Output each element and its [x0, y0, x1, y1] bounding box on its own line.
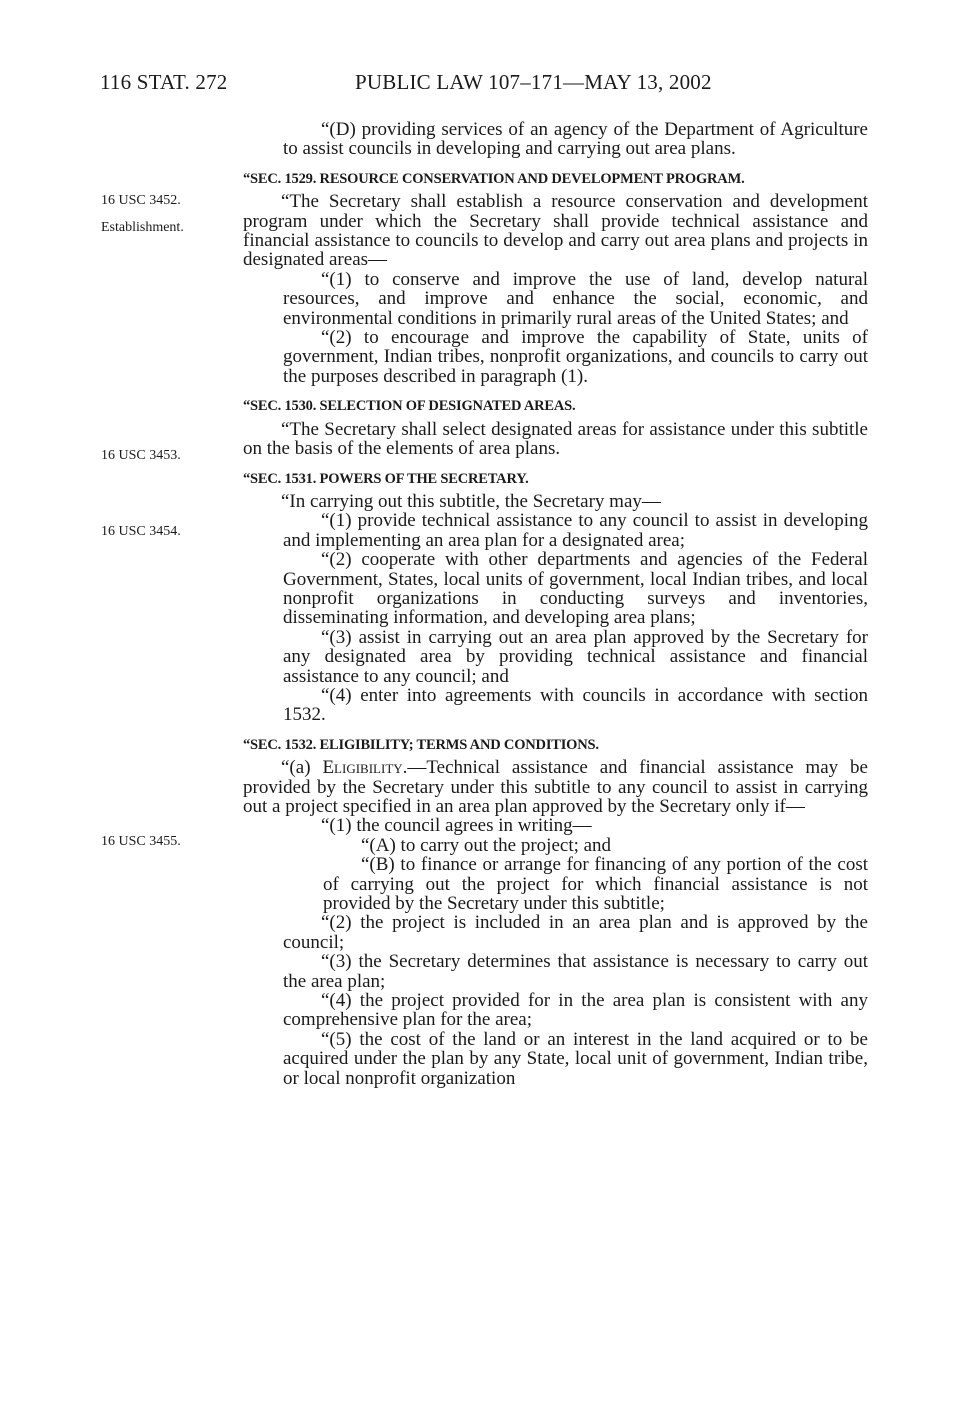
subsection-a-caption: Eligibility: [322, 757, 403, 779]
margin-note-establishment: Establishment.: [101, 220, 184, 235]
section-1532-para-1: “(1) the council agrees in writing—: [321, 815, 592, 837]
section-heading-1529: “SEC. 1529. RESOURCE CONSERVATION AND DEVELOPMENT PROGRAM.: [243, 170, 745, 187]
section-1532-subsection-a: [243, 758, 868, 816]
paragraph-d: “(D) providing services of an agency of the Department of Agriculture to assist councils in developing and carrying out area plans.: [283, 119, 868, 160]
section-1532-para-2: “(2) the project is included in an area plan and is approved by the council;: [283, 912, 868, 953]
section-1532-para-1-b: “(B) to finance or arrange for financing of any portion of the cost of carrying out the project for which financial assistance is not provided by the Secretary under this subtitle;: [323, 854, 868, 915]
section-1531-para-4: “(4) enter into agreements with councils in accordance with section 1532.: [283, 684, 868, 726]
subsection-a-lead: “(a): [281, 757, 323, 779]
section-1529-text: “The Secretary shall establish a resource conservation and development program under which the Secretary shall provide technical assistance and financial assistance to councils to develop and carry out area plans and projects in designated areas—: [243, 191, 868, 271]
section-heading-1532: “SEC. 1532. ELIGIBILITY; TERMS AND CONDITIONS.: [243, 736, 599, 753]
page-reference: 116 STAT. 272: [100, 70, 228, 94]
section-1531-text: “In carrying out this subtitle, the Secretary may—: [281, 490, 661, 512]
section-1532-para-1-a: “(A) to carry out the project; and: [361, 834, 612, 856]
section-1532-para-5: “(5) the cost of the land or an interest in the land acquired or to be acquired under the plan by any State, local unit of government, Indian tribe, or local nonprofit organization: [283, 1028, 868, 1089]
section-1529-para-1: “(1) to conserve and improve the use of land, develop natural resources, and improve and enhance the social, economic, and environmental conditions in primarily rural areas of the United States; and: [283, 268, 868, 329]
section-1531-para-2: “(2) cooperate with other departments and agencies of the Federal Government, States, local units of government, local Indian tribes, and local nonprofit organizations in conducting surveys and inventories, disseminating information, and developing area plans;: [283, 549, 868, 629]
running-header: PUBLIC LAW 107–171—MAY 13, 2002: [355, 70, 712, 94]
subsection-a-text: .—Technical assistance and financial assistance may be provided by the Secretary under this subtitle to any council to assist in carrying out a project specified in an area plan approved by the Secretary only if—: [243, 757, 868, 817]
section-1529-para-2: “(2) to encourage and improve the capability of State, units of government, Indian tribes, nonprofit organizations, and councils to carry out the purposes described in paragraph (1).: [283, 327, 868, 387]
margin-note-usc-3455: 16 USC 3455.: [101, 834, 181, 849]
section-heading-1530: “SEC. 1530. SELECTION OF DESIGNATED AREAS.: [243, 398, 576, 415]
section-1532-para-4: “(4) the project provided for in the area plan is consistent with any comprehensive plan for the area;: [283, 990, 868, 1031]
section-1531-para-3: “(3) assist in carrying out an area plan approved by the Secretary for any designated area by providing technical assistance and financial assistance to any council; and: [283, 626, 868, 687]
margin-note-usc-3453: 16 USC 3453.: [101, 448, 181, 463]
margin-note-usc-3454: 16 USC 3454.: [101, 524, 181, 539]
section-1530-text: “The Secretary shall select designated areas for assistance under this subtitle on the basis of the elements of area plans.: [243, 418, 868, 460]
margin-note-usc-3452: 16 USC 3452.: [101, 193, 181, 208]
section-1532-para-3: “(3) the Secretary determines that assistance is necessary to carry out the area plan;: [283, 951, 868, 992]
section-heading-1531: “SEC. 1531. POWERS OF THE SECRETARY.: [243, 470, 529, 487]
body-text: [243, 120, 868, 1088]
section-1531-para-1: “(1) provide technical assistance to any council to assist in developing and implementing an area plan for a designated area;: [283, 510, 868, 551]
